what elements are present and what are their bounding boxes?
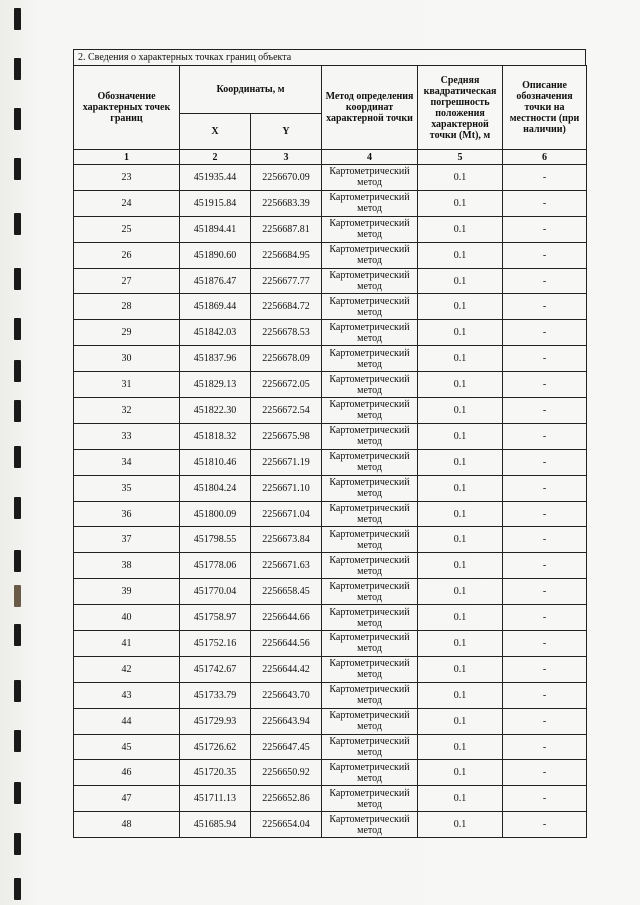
- error-cell: 0.1: [418, 398, 503, 424]
- method-cell: [322, 527, 418, 553]
- error-cell: 0.1: [418, 190, 503, 216]
- description-cell: -: [503, 320, 587, 346]
- y-coordinate-cell: 2256644.56: [251, 631, 322, 657]
- description-cell: -: [503, 165, 587, 191]
- x-coordinate-cell: 451733.79: [180, 682, 251, 708]
- point-id-cell: 42: [74, 656, 180, 682]
- point-id-cell: 37: [74, 527, 180, 553]
- point-id-cell: 44: [74, 708, 180, 734]
- method-cell: [322, 734, 418, 760]
- description-cell: -: [503, 423, 587, 449]
- table-row: [74, 682, 587, 708]
- table-row: [74, 242, 587, 268]
- binding-hole: [14, 446, 21, 468]
- y-coordinate-cell: 2256670.09: [251, 165, 322, 191]
- description-cell: -: [503, 372, 587, 398]
- method-line-1: Картометрический: [329, 632, 410, 644]
- y-coordinate-cell: 2256644.42: [251, 656, 322, 682]
- table-row: [74, 190, 587, 216]
- x-coordinate-cell: 451752.16: [180, 631, 251, 657]
- x-coordinate-cell: 451829.13: [180, 372, 251, 398]
- error-cell: 0.1: [418, 527, 503, 553]
- table-row: [74, 734, 587, 760]
- point-id-cell: 40: [74, 605, 180, 631]
- x-coordinate-cell: 451770.04: [180, 579, 251, 605]
- binding-hole: [14, 318, 21, 340]
- method-line-2: метод: [357, 255, 382, 267]
- method-cell: [322, 294, 418, 320]
- x-coordinate-cell: 451804.24: [180, 475, 251, 501]
- error-cell: 0.1: [418, 268, 503, 294]
- x-coordinate-cell: 451810.46: [180, 449, 251, 475]
- binding-hole: [14, 268, 21, 290]
- table-row: [74, 631, 587, 657]
- x-coordinate-cell: 451890.60: [180, 242, 251, 268]
- point-id-cell: 45: [74, 734, 180, 760]
- table-row: [74, 423, 587, 449]
- binding-hole: [14, 108, 21, 130]
- y-coordinate-cell: 2256677.77: [251, 268, 322, 294]
- table-row: [74, 346, 587, 372]
- method-line-1: Картометрический: [329, 554, 410, 566]
- description-cell: -: [503, 294, 587, 320]
- table-row: [74, 812, 587, 838]
- y-coordinate-cell: 2256684.72: [251, 294, 322, 320]
- description-cell: -: [503, 553, 587, 579]
- method-line-2: метод: [357, 695, 382, 707]
- error-cell: 0.1: [418, 242, 503, 268]
- y-coordinate-cell: 2256647.45: [251, 734, 322, 760]
- point-id-cell: 36: [74, 501, 180, 527]
- binding-hole: [14, 8, 21, 30]
- table-row: [74, 760, 587, 786]
- table-row: [74, 449, 587, 475]
- method-cell: [322, 553, 418, 579]
- method-line-1: Картометрический: [329, 295, 410, 307]
- method-line-2: метод: [357, 203, 382, 215]
- method-cell: [322, 190, 418, 216]
- method-line-1: Картометрический: [329, 761, 410, 773]
- error-cell: 0.1: [418, 605, 503, 631]
- y-coordinate-cell: 2256671.19: [251, 449, 322, 475]
- x-coordinate-cell: 451758.97: [180, 605, 251, 631]
- boundary-points-section: [73, 49, 586, 838]
- method-line-1: Картометрический: [329, 244, 410, 256]
- method-line-2: метод: [357, 772, 382, 784]
- column-number: 2: [180, 150, 251, 165]
- method-cell: [322, 216, 418, 242]
- table-row: [74, 216, 587, 242]
- section-caption: 2. Сведения о характерных точках границ объекта: [73, 49, 586, 65]
- y-coordinate-cell: 2256652.86: [251, 786, 322, 812]
- error-cell: 0.1: [418, 294, 503, 320]
- point-id-cell: 32: [74, 398, 180, 424]
- method-line-1: Картометрический: [329, 270, 410, 281]
- x-coordinate-cell: 451818.32: [180, 423, 251, 449]
- method-cell: [322, 579, 418, 605]
- header-error: Средняя квадратическая погрешность положения характерной точки (Mt), м: [418, 66, 503, 150]
- method-cell: [322, 812, 418, 838]
- method-line-2: метод: [357, 643, 382, 655]
- binding-hole: [14, 782, 21, 804]
- method-line-1: Картометрический: [329, 347, 410, 359]
- y-coordinate-cell: 2256678.53: [251, 320, 322, 346]
- description-cell: -: [503, 216, 587, 242]
- y-coordinate-cell: 2256671.63: [251, 553, 322, 579]
- method-line-2: метод: [357, 462, 382, 474]
- y-coordinate-cell: 2256684.95: [251, 242, 322, 268]
- method-line-2: метод: [357, 591, 382, 603]
- binding-hole: [14, 680, 21, 702]
- point-id-cell: 38: [74, 553, 180, 579]
- error-cell: 0.1: [418, 320, 503, 346]
- method-line-2: метод: [357, 798, 382, 810]
- method-line-1: Картометрический: [329, 710, 410, 722]
- y-coordinate-cell: 2256658.45: [251, 579, 322, 605]
- method-line-1: Картометрический: [329, 166, 410, 178]
- description-cell: -: [503, 501, 587, 527]
- point-id-cell: 30: [74, 346, 180, 372]
- point-id-cell: 25: [74, 216, 180, 242]
- binding-hole: [14, 624, 21, 646]
- point-id-cell: 29: [74, 320, 180, 346]
- method-cell: [322, 475, 418, 501]
- table-row: [74, 475, 587, 501]
- binding-holes: [14, 0, 26, 905]
- error-cell: 0.1: [418, 682, 503, 708]
- point-id-cell: 35: [74, 475, 180, 501]
- error-cell: 0.1: [418, 501, 503, 527]
- boundary-points-table: [73, 65, 587, 838]
- column-number: 4: [322, 150, 418, 165]
- y-coordinate-cell: 2256650.92: [251, 760, 322, 786]
- method-cell: [322, 760, 418, 786]
- binding-hole: [14, 585, 21, 607]
- y-coordinate-cell: 2256672.54: [251, 398, 322, 424]
- error-cell: 0.1: [418, 786, 503, 812]
- x-coordinate-cell: 451778.06: [180, 553, 251, 579]
- method-cell: [322, 372, 418, 398]
- x-coordinate-cell: 451822.30: [180, 398, 251, 424]
- error-cell: 0.1: [418, 216, 503, 242]
- method-line-1: Картометрический: [329, 528, 410, 540]
- y-coordinate-cell: 2256683.39: [251, 190, 322, 216]
- description-cell: -: [503, 708, 587, 734]
- table-row: [74, 708, 587, 734]
- method-line-2: метод: [357, 384, 382, 396]
- y-coordinate-cell: 2256673.84: [251, 527, 322, 553]
- binding-hole: [14, 400, 21, 422]
- point-id-cell: 46: [74, 760, 180, 786]
- y-coordinate-cell: 2256675.98: [251, 423, 322, 449]
- point-id-cell: 31: [74, 372, 180, 398]
- header-x: X: [180, 114, 251, 150]
- description-cell: -: [503, 398, 587, 424]
- binding-hole: [14, 833, 21, 855]
- method-cell: [322, 786, 418, 812]
- method-line-2: метод: [357, 488, 382, 500]
- y-coordinate-cell: 2256643.94: [251, 708, 322, 734]
- binding-hole: [14, 360, 21, 382]
- method-line-1: Картометрический: [329, 736, 410, 748]
- error-cell: 0.1: [418, 812, 503, 838]
- x-coordinate-cell: 451798.55: [180, 527, 251, 553]
- point-id-cell: 24: [74, 190, 180, 216]
- binding-hole: [14, 158, 21, 180]
- table-row: [74, 320, 587, 346]
- method-cell: [322, 708, 418, 734]
- description-cell: -: [503, 631, 587, 657]
- method-line-1: Картометрический: [329, 606, 410, 618]
- error-cell: 0.1: [418, 631, 503, 657]
- description-cell: -: [503, 760, 587, 786]
- description-cell: -: [503, 190, 587, 216]
- method-cell: [322, 605, 418, 631]
- x-coordinate-cell: 451876.47: [180, 268, 251, 294]
- method-line-2: метод: [357, 824, 382, 836]
- y-coordinate-cell: 2256671.04: [251, 501, 322, 527]
- point-id-cell: 34: [74, 449, 180, 475]
- y-coordinate-cell: 2256654.04: [251, 812, 322, 838]
- description-cell: -: [503, 475, 587, 501]
- error-cell: 0.1: [418, 734, 503, 760]
- y-coordinate-cell: 2256671.10: [251, 475, 322, 501]
- description-cell: -: [503, 656, 587, 682]
- point-id-cell: 28: [74, 294, 180, 320]
- method-line-2: метод: [357, 306, 382, 318]
- method-line-1: Картометрический: [329, 192, 410, 204]
- method-line-1: Картометрический: [329, 813, 410, 825]
- error-cell: 0.1: [418, 423, 503, 449]
- method-line-2: метод: [357, 358, 382, 370]
- description-cell: -: [503, 786, 587, 812]
- method-line-2: метод: [357, 617, 382, 629]
- method-line-2: метод: [357, 410, 382, 422]
- x-coordinate-cell: 451837.96: [180, 346, 251, 372]
- method-line-2: метод: [357, 281, 382, 292]
- method-line-1: Картометрический: [329, 503, 410, 515]
- header-description: Описание обозначения точки на местности (при наличии): [503, 66, 587, 150]
- x-coordinate-cell: 451869.44: [180, 294, 251, 320]
- method-cell: [322, 398, 418, 424]
- method-line-1: Картометрический: [329, 580, 410, 592]
- method-line-2: метод: [357, 565, 382, 577]
- method-cell: [322, 449, 418, 475]
- method-cell: [322, 682, 418, 708]
- y-coordinate-cell: 2256643.70: [251, 682, 322, 708]
- y-coordinate-cell: 2256678.09: [251, 346, 322, 372]
- x-coordinate-cell: 451729.93: [180, 708, 251, 734]
- method-line-1: Картометрический: [329, 451, 410, 463]
- binding-hole: [14, 213, 21, 235]
- method-cell: [322, 631, 418, 657]
- table-row: [74, 553, 587, 579]
- method-cell: [322, 242, 418, 268]
- point-id-cell: 43: [74, 682, 180, 708]
- error-cell: 0.1: [418, 475, 503, 501]
- x-coordinate-cell: 451800.09: [180, 501, 251, 527]
- x-coordinate-cell: 451726.62: [180, 734, 251, 760]
- method-cell: [322, 268, 418, 294]
- description-cell: -: [503, 605, 587, 631]
- method-line-2: метод: [357, 177, 382, 189]
- method-line-1: Картометрический: [329, 477, 410, 489]
- method-cell: [322, 423, 418, 449]
- method-line-2: метод: [357, 436, 382, 448]
- description-cell: -: [503, 242, 587, 268]
- x-coordinate-cell: 451894.41: [180, 216, 251, 242]
- table-row: [74, 165, 587, 191]
- error-cell: 0.1: [418, 346, 503, 372]
- x-coordinate-cell: 451685.94: [180, 812, 251, 838]
- column-number: 5: [418, 150, 503, 165]
- description-cell: -: [503, 346, 587, 372]
- method-cell: [322, 346, 418, 372]
- table-row: [74, 501, 587, 527]
- table-row: [74, 372, 587, 398]
- header-designation: Обозначение характерных точек границ: [74, 66, 180, 150]
- description-cell: -: [503, 812, 587, 838]
- binding-hole: [14, 878, 21, 900]
- description-cell: -: [503, 579, 587, 605]
- binding-hole: [14, 730, 21, 752]
- error-cell: 0.1: [418, 372, 503, 398]
- point-id-cell: 47: [74, 786, 180, 812]
- method-cell: [322, 656, 418, 682]
- error-cell: 0.1: [418, 165, 503, 191]
- table-row: [74, 656, 587, 682]
- table-row: [74, 527, 587, 553]
- column-number: 3: [251, 150, 322, 165]
- method-cell: [322, 320, 418, 346]
- point-id-cell: 41: [74, 631, 180, 657]
- method-line-1: Картометрический: [329, 321, 410, 333]
- table-row: [74, 786, 587, 812]
- method-line-2: метод: [357, 721, 382, 733]
- y-coordinate-cell: 2256687.81: [251, 216, 322, 242]
- x-coordinate-cell: 451842.03: [180, 320, 251, 346]
- point-id-cell: 26: [74, 242, 180, 268]
- method-line-1: Картометрический: [329, 658, 410, 670]
- method-line-2: метод: [357, 514, 382, 526]
- point-id-cell: 39: [74, 579, 180, 605]
- method-line-2: метод: [357, 669, 382, 681]
- x-coordinate-cell: 451711.13: [180, 786, 251, 812]
- y-coordinate-cell: 2256672.05: [251, 372, 322, 398]
- column-number: 1: [74, 150, 180, 165]
- table-row: [74, 268, 587, 294]
- x-coordinate-cell: 451915.84: [180, 190, 251, 216]
- method-line-2: метод: [357, 747, 382, 759]
- table-row: [74, 579, 587, 605]
- method-line-1: Картометрический: [329, 684, 410, 696]
- method-line-2: метод: [357, 332, 382, 344]
- method-cell: [322, 165, 418, 191]
- method-line-1: Картометрический: [329, 787, 410, 799]
- column-number-row: [74, 150, 587, 165]
- method-line-2: метод: [357, 229, 382, 241]
- binding-hole: [14, 550, 21, 572]
- error-cell: 0.1: [418, 553, 503, 579]
- point-id-cell: 27: [74, 268, 180, 294]
- method-cell: [322, 501, 418, 527]
- error-cell: 0.1: [418, 579, 503, 605]
- error-cell: 0.1: [418, 656, 503, 682]
- header-y: Y: [251, 114, 322, 150]
- table-row: [74, 605, 587, 631]
- x-coordinate-cell: 451935.44: [180, 165, 251, 191]
- header-coordinates: Координаты, м: [180, 66, 322, 114]
- method-line-1: Картометрический: [329, 425, 410, 437]
- error-cell: 0.1: [418, 708, 503, 734]
- table-row: [74, 398, 587, 424]
- x-coordinate-cell: 451720.35: [180, 760, 251, 786]
- description-cell: -: [503, 682, 587, 708]
- point-id-cell: 33: [74, 423, 180, 449]
- point-id-cell: 23: [74, 165, 180, 191]
- description-cell: -: [503, 449, 587, 475]
- method-line-2: метод: [357, 539, 382, 551]
- header-method: Метод определения координат характерной точки: [322, 66, 418, 150]
- description-cell: -: [503, 268, 587, 294]
- description-cell: -: [503, 734, 587, 760]
- error-cell: 0.1: [418, 449, 503, 475]
- x-coordinate-cell: 451742.67: [180, 656, 251, 682]
- method-line-1: Картометрический: [329, 373, 410, 385]
- column-number: 6: [503, 150, 587, 165]
- table-row: [74, 294, 587, 320]
- point-id-cell: 48: [74, 812, 180, 838]
- binding-hole: [14, 497, 21, 519]
- description-cell: -: [503, 527, 587, 553]
- binding-hole: [14, 58, 21, 80]
- method-line-1: Картометрический: [329, 218, 410, 230]
- y-coordinate-cell: 2256644.66: [251, 605, 322, 631]
- method-line-1: Картометрический: [329, 399, 410, 411]
- error-cell: 0.1: [418, 760, 503, 786]
